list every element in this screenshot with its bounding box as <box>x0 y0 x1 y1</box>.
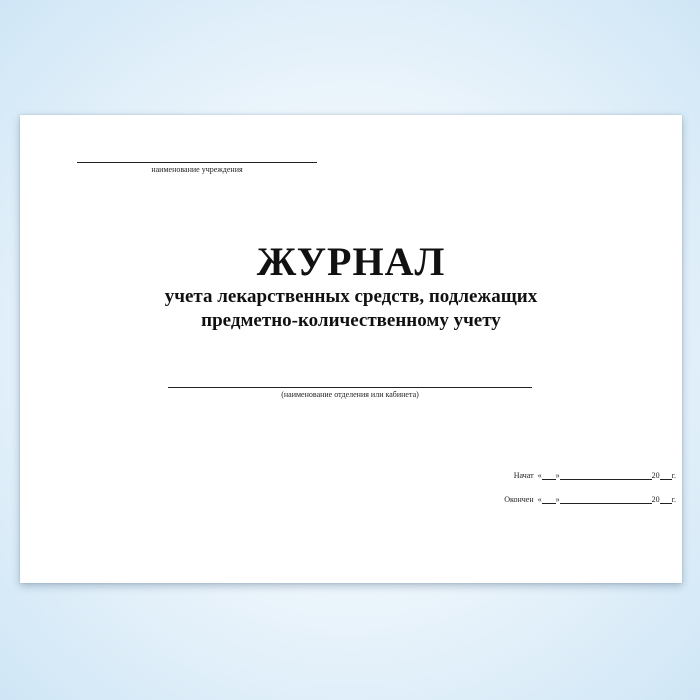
end-year-blank <box>660 496 672 504</box>
institution-name-line <box>77 162 317 163</box>
start-century: 20 <box>651 471 660 480</box>
subtitle-line-1: учета лекарственных средств, подлежащих <box>164 286 538 307</box>
start-open-quote: « <box>537 471 542 480</box>
document-title: ЖУРНАЛ <box>256 239 446 284</box>
start-date-row <box>442 471 682 480</box>
subtitle-line-2: предметно-количественному учету <box>201 310 501 331</box>
document-subtitle <box>20 285 682 333</box>
start-date-label: Начат <box>513 471 534 480</box>
end-month-blank <box>560 496 652 504</box>
end-date-label: Окончен <box>504 495 534 504</box>
end-date-row <box>442 495 682 504</box>
start-month-blank <box>560 472 652 480</box>
start-year-suffix: г. <box>671 471 676 480</box>
department-name-line <box>168 387 532 388</box>
journal-cover-page <box>20 115 682 583</box>
start-day-blank <box>542 472 556 480</box>
end-open-quote: « <box>537 495 542 504</box>
end-century: 20 <box>651 495 660 504</box>
start-year-blank <box>660 472 672 480</box>
end-day-blank <box>542 496 556 504</box>
institution-name-caption: наименование учреждения <box>151 165 243 174</box>
end-close-quote: » <box>555 495 560 504</box>
end-year-suffix: г. <box>671 495 676 504</box>
department-name-caption: (наименование отделения или кабинета) <box>281 390 419 399</box>
start-close-quote: » <box>555 471 560 480</box>
